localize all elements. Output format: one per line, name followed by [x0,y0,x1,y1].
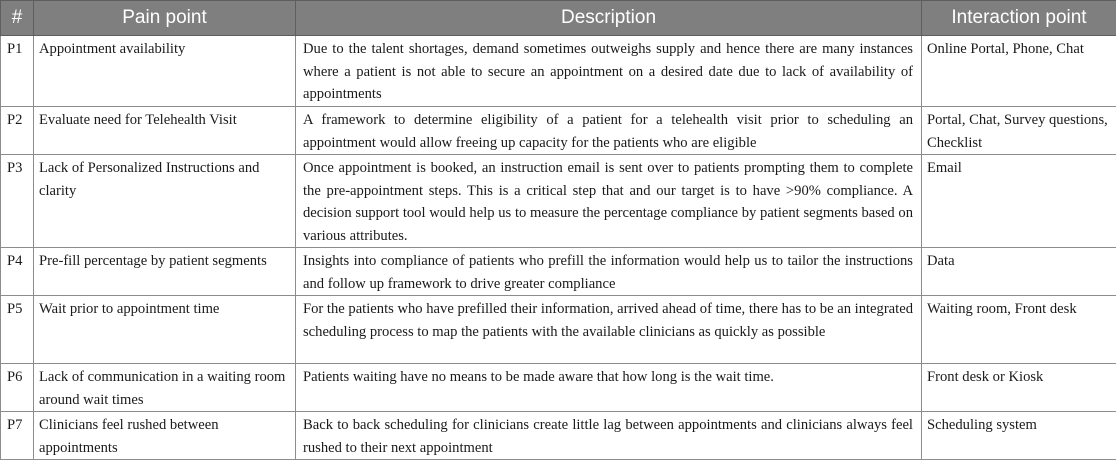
row-interaction-point: Data [922,248,1116,296]
row-interaction-point: Online Portal, Phone, Chat [922,36,1116,107]
row-id: P2 [1,107,34,155]
row-pain-point: Appointment availability [34,36,296,107]
table-row [1,248,1116,296]
row-pain-point: Lack of communication in a waiting room around wait times [34,364,296,412]
row-description: Once appointment is booked, an instruction email is sent over to patients prompting them to complete the pre-appointment steps. This is a critical step that and our target is to have >90% compliance. A decision support tool would help us to measure the percentage compliance by patient segments based on various attributes. [296,155,922,248]
row-pain-point: Evaluate need for Telehealth Visit [34,107,296,155]
row-id: P7 [1,412,34,460]
header-description: Description [296,1,922,36]
header-number: # [1,1,34,36]
row-description: A framework to determine eligibility of a patient for a telehealth visit prior to scheduling an appointment would allow freeing up capacity for the patients who are eligible [296,107,922,155]
row-interaction-point: Scheduling system [922,412,1116,460]
row-id: P4 [1,248,34,296]
row-pain-point: Clinicians feel rushed between appointments [34,412,296,460]
row-pain-point: Wait prior to appointment time [34,296,296,364]
row-id: P3 [1,155,34,248]
table-body [1,36,1116,460]
row-description: Insights into compliance of patients who prefill the information would help us to tailor the instructions and follow up framework to drive greater compliance [296,248,922,296]
table-row [1,107,1116,155]
table-row [1,412,1116,460]
table-row [1,296,1116,364]
row-description: Due to the talent shortages, demand sometimes outweighs supply and hence there are many instances where a patient is not able to secure an appointment on a desired date due to lack of availability of appointments [296,36,922,107]
row-interaction-point: Email [922,155,1116,248]
table-row [1,364,1116,412]
table-row [1,155,1116,248]
row-id: P1 [1,36,34,107]
row-id: P6 [1,364,34,412]
table-header [1,1,1116,36]
row-description: For the patients who have prefilled their information, arrived ahead of time, there has to be an integrated scheduling process to map the patients with the available clinicians as quickly as possible [296,296,922,364]
row-description: Back to back scheduling for clinicians create little lag between appointments and clinicians always feel rushed to their next appointment [296,412,922,460]
row-description: Patients waiting have no means to be made aware that how long is the wait time. [296,364,922,412]
table-row [1,36,1116,107]
row-pain-point: Lack of Personalized Instructions and clarity [34,155,296,248]
row-interaction-point: Portal, Chat, Survey questions, Checklist [922,107,1116,155]
header-pain-point: Pain point [34,1,296,36]
row-interaction-point: Waiting room, Front desk [922,296,1116,364]
row-id: P5 [1,296,34,364]
header-row [1,1,1116,36]
header-interaction-point: Interaction point [922,1,1116,36]
row-pain-point: Pre-fill percentage by patient segments [34,248,296,296]
row-interaction-point: Front desk or Kiosk [922,364,1116,412]
